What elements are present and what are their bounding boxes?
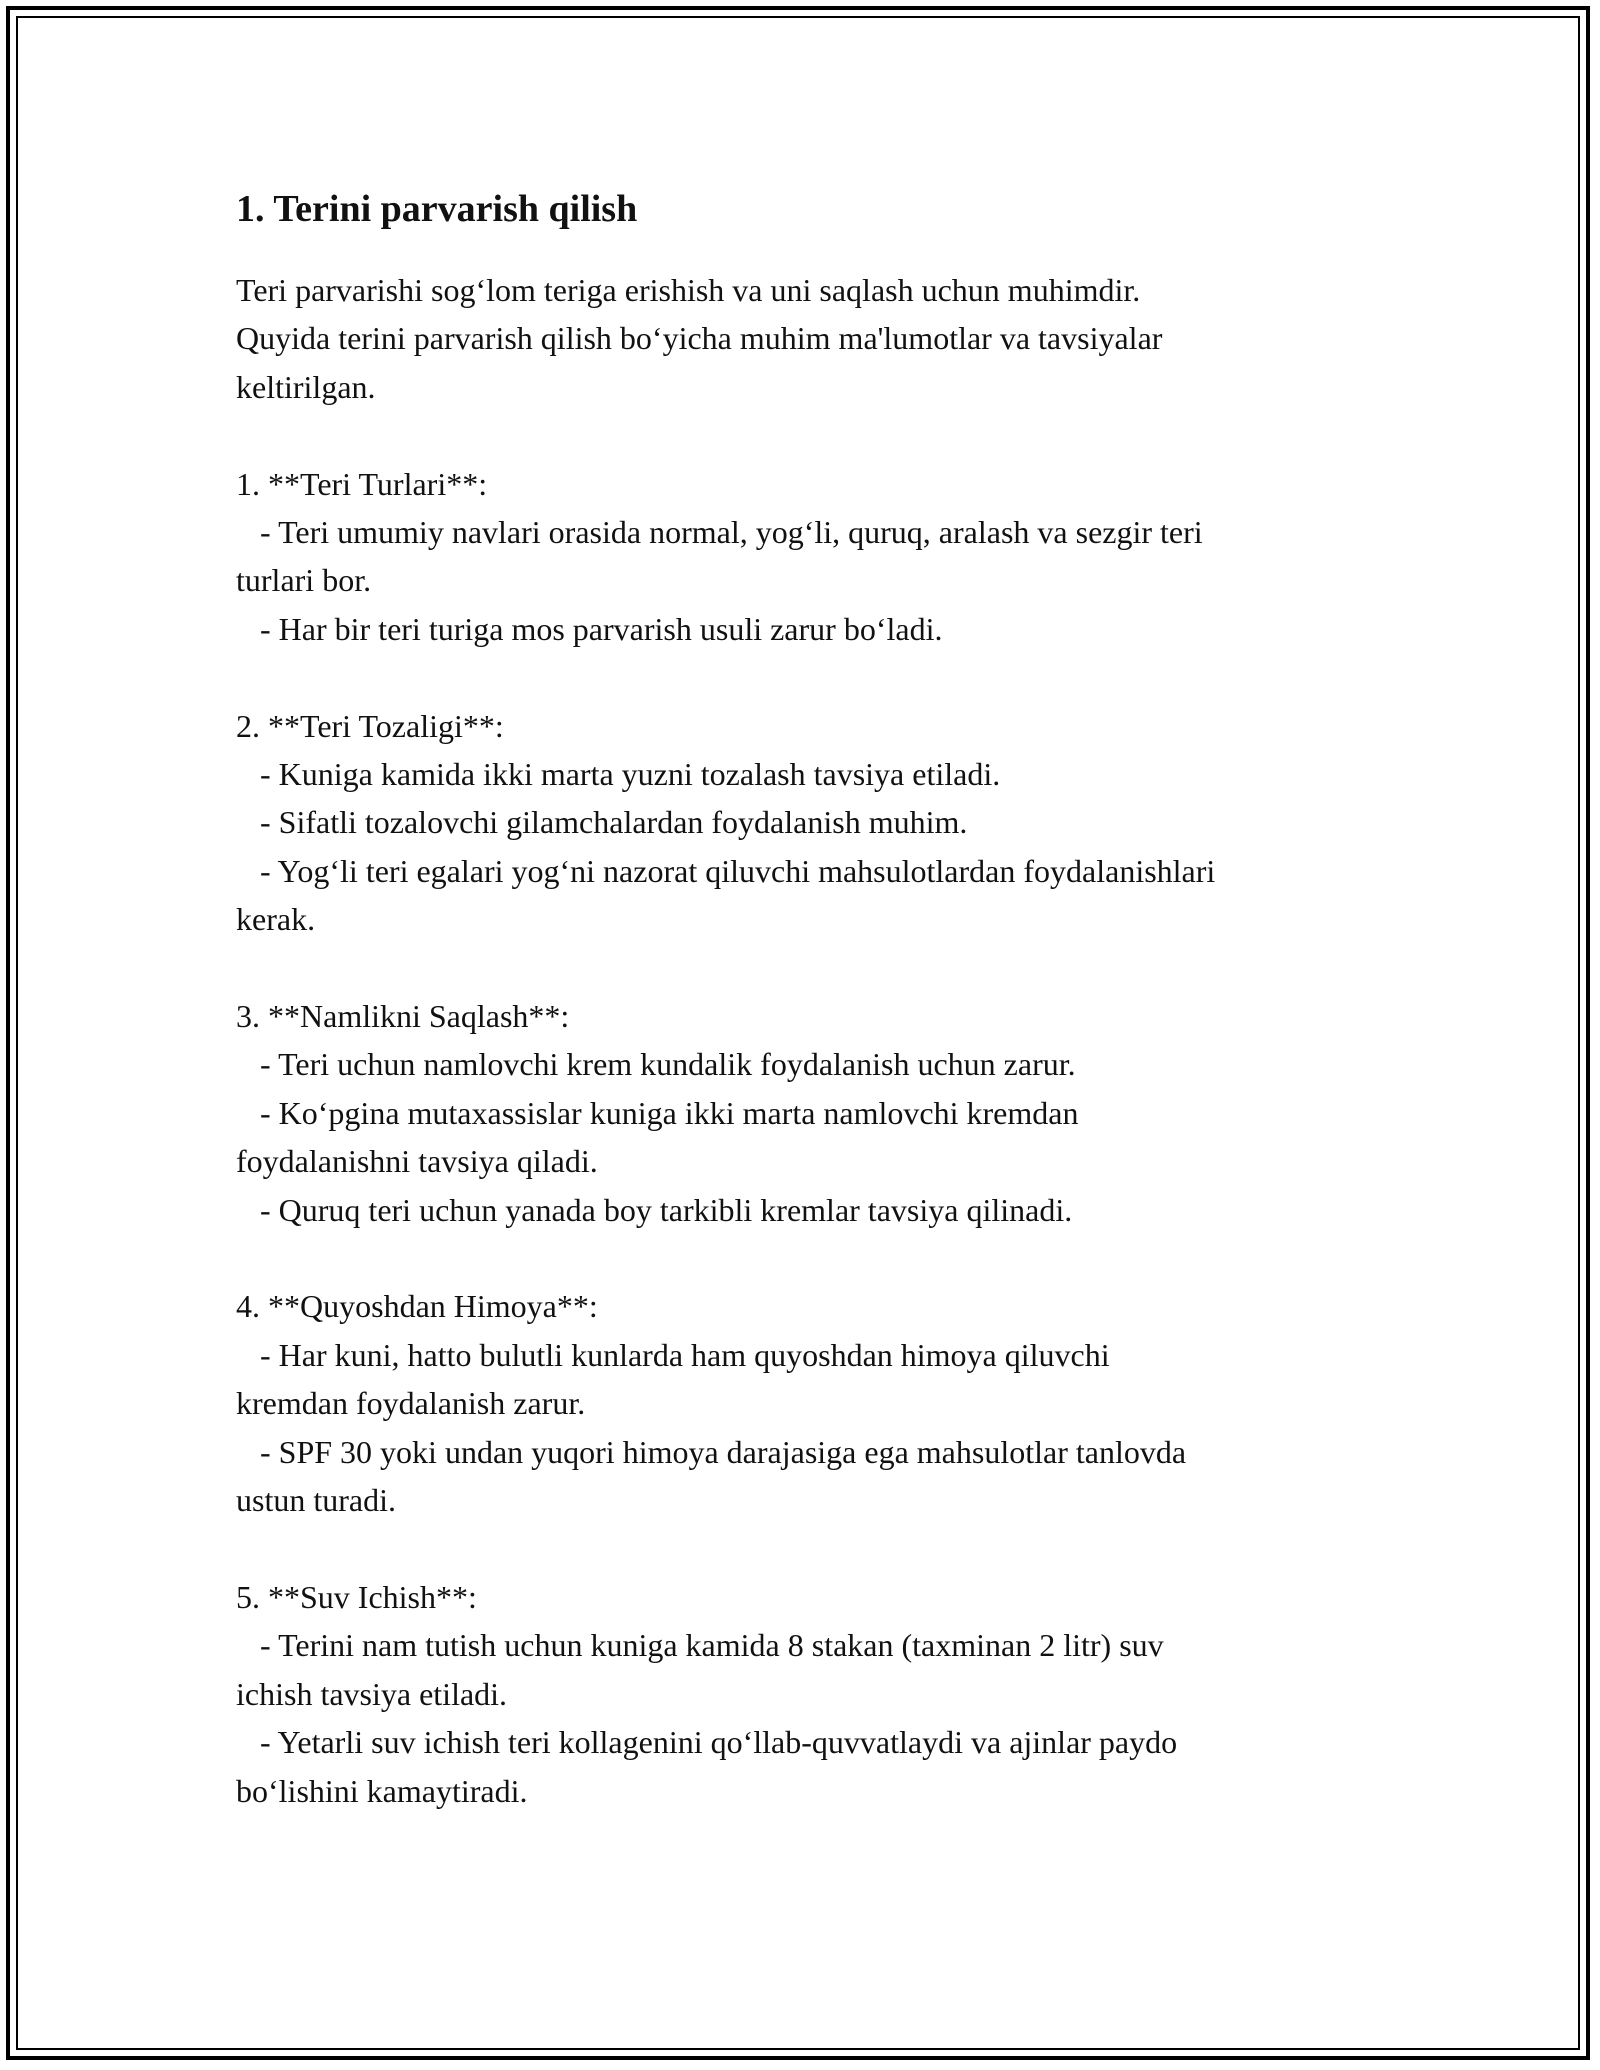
text-line: - Sifatli tozalovchi gilamchalardan foydalanish muhim. — [236, 804, 968, 841]
text-line: - Har bir teri turiga mos parvarish usuli zarur bo‘ladi. — [236, 610, 943, 647]
text-line: turlari bor. — [236, 562, 372, 599]
text-line: - Teri umumiy navlari orasida normal, yog‘li, quruq, aralash va sezgir teri — [236, 514, 1203, 551]
text-line: 4. **Quyoshdan Himoya**: — [236, 1288, 598, 1325]
text-line: - Yog‘li teri egalari yog‘ni nazorat qiluvchi mahsulotlardan foydalanishlari — [236, 852, 1216, 889]
text-line: - Kuniga kamida ikki marta yuzni tozalash tavsiya etiladi. — [236, 756, 1001, 793]
text-line: - Har kuni, hatto bulutli kunlarda ham quyoshdan himoya qiluvchi — [236, 1336, 1110, 1373]
text-line: foydalanishni tavsiya qiladi. — [236, 1143, 598, 1180]
text-line: - Quruq teri uchun yanada boy tarkibli kremlar tavsiya qilinadi. — [236, 1191, 1073, 1228]
text-line — [236, 411, 1376, 459]
text-line: 1. **Teri Turlari**: — [236, 465, 488, 502]
text-line: 2. **Teri Tozaligi**: — [236, 707, 504, 744]
text-line: Teri parvarishi sog‘lom teriga erishish va uni saqlash uchun muhimdir. — [236, 272, 1141, 308]
document-text — [236, 266, 1376, 1815]
text-line: ustun turadi. — [236, 1482, 396, 1519]
text-line: bo‘lishini kamaytiradi. — [236, 1772, 528, 1809]
text-line: - Ko‘pgina mutaxassislar kuniga ikki marta namlovchi kremdan — [236, 1094, 1079, 1131]
text-line: ichish tavsiya etiladi. — [236, 1675, 508, 1712]
text-line: 5. **Suv Ichish**: — [236, 1578, 477, 1615]
text-line: - Terini nam tutish uchun kuniga kamida 8 stakan (taxminan 2 litr) suv — [236, 1627, 1164, 1664]
text-line: kerak. — [236, 901, 316, 938]
text-line: - Yetarli suv ichish teri kollagenini qo‘llab-quvvatlaydi va ajinlar paydo — [236, 1724, 1178, 1761]
text-line: Quyida terini parvarish qilish bo‘yicha muhim ma'lumotlar va tavsiyalar — [236, 320, 1163, 357]
text-line — [236, 1234, 1376, 1282]
document-body — [236, 186, 1376, 1815]
text-line — [236, 1525, 1376, 1573]
text-line — [236, 944, 1376, 992]
text-line — [236, 653, 1376, 701]
text-line: 3. **Namlikni Saqlash**: — [236, 998, 570, 1035]
text-line: keltirilgan. — [236, 368, 376, 405]
text-line: - Teri uchun namlovchi krem kundalik foydalanish uchun zarur. — [236, 1046, 1076, 1083]
text-line: - SPF 30 yoki undan yuqori himoya darajasiga ega mahsulotlar tanlovda — [236, 1433, 1187, 1470]
text-line: kremdan foydalanish zarur. — [236, 1385, 586, 1422]
document-title: 1. Terini parvarish qilish — [236, 188, 638, 230]
